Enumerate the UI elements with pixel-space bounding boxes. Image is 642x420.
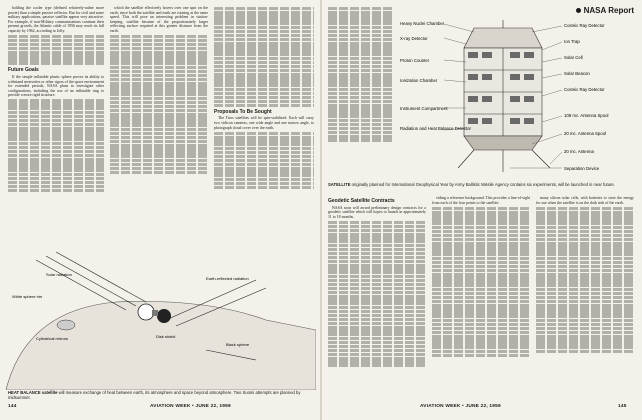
white-sphere (138, 304, 154, 320)
label-ion-trap: Ion Trap (564, 39, 580, 44)
label-earth-reflected: Earth-reflected radiation (206, 276, 249, 281)
label-xray-detector: X-ray Detector (400, 36, 428, 41)
label-solar-beacon: Solar Beacon (564, 71, 590, 76)
heading-geodetic: Geodetic Satellite Contracts (328, 198, 395, 204)
label-cylindrical-mirrors: Cylindrical mirrors (36, 336, 69, 341)
disk-shield (152, 310, 158, 316)
label-radiation-detector: Radiation and Heat Balance Detector (400, 126, 471, 131)
section-bullet-icon (576, 8, 581, 13)
label-solar-radiation: Solar radiation (46, 272, 72, 277)
left-col2-paragraph: which the satellite effectively hovers over one spot on the earth, since both the satellite and earth are rotating at the same speed. This will pose an interesting problem in station-keeping, satellite because of the proportionately larger reflecting surface required at this greater distance from the earth. (110, 6, 208, 33)
left-col1-paragraph: holding the cooler type (defined relatively-rather more power) than a simple passive reflector. But for civil and some military applications, passive satellite appear very attractive. For example, if non-Military communications continue their present growth, the Atlantic cable of 1956 may reach its full capacity by 1962, according to Jolly. (8, 6, 104, 33)
right-page-number: 145 (618, 404, 627, 409)
section-title: NASA Report (583, 6, 634, 15)
label-white-sphere-rim: White sphere rim (12, 294, 43, 299)
label-solar-cell: Solar Cell (564, 55, 583, 60)
right-caption (328, 182, 634, 187)
right-footer-issue: AVIATION WEEK • JUNE 22, 1959 (420, 404, 501, 409)
section-header (576, 6, 634, 15)
page-gutter (320, 0, 322, 420)
label-proton-counter: Proton Counter (400, 58, 430, 63)
label-20mc-spool: 20 mc. Antenna Spool (564, 131, 607, 136)
left-caption-title: HEAT BALANCE satellite (8, 390, 58, 395)
left-footer-issue: AVIATION WEEK • JUNE 22, 1959 (150, 404, 231, 409)
left-column-1 (8, 6, 104, 228)
left-col3-paragraph: The Tiros satellites will be spin-stabilized. Each will carry two vidicon cameras, one wide angle and one narrow angle, to photograph cloud cover over the earth. (214, 116, 314, 130)
right-column-top (328, 6, 394, 172)
cylindrical-mirror (57, 320, 75, 330)
label-ionization-chamber: Ionization Chamber (400, 78, 438, 83)
right-column-1 (328, 196, 426, 400)
heading-future-goals: Future Goals (8, 67, 39, 74)
left-caption (8, 390, 308, 400)
right-col1-paragraph: NASA soon will award preliminary design contracts for a geodetic satellite which will hopes to launch in approximately 11 to 18 months. (328, 205, 426, 219)
label-heavy-nuclei: Heavy Nuclei Chamber (400, 21, 445, 26)
left-caption-text: will measure exchange of heat between earth, its atmosphere and space beyond atmosphere. Two Suomi attempts are planned by midsummer. (8, 390, 301, 400)
right-col2-paragraph: viding a reference background. This provides a line-of-sight from each of the four points to the satellite. (432, 196, 530, 205)
label-108mc-spool: 108 mc. Antenna Spool (564, 113, 609, 118)
heat-balance-diagram (6, 250, 316, 390)
right-caption-text: originally planned for International Geophysical Year by Army Ballistic Missile Agency contains six experiments, will be launched in near future. (351, 182, 615, 187)
label-20mc-antenna: 20 mc. Antenna (564, 149, 594, 154)
left-column-2 (110, 6, 208, 246)
label-black-sphere: Black sphere (226, 342, 250, 347)
right-col3-paragraph: many silicon solar cells, with batteries to store the energy for use when the satellite is on the dark side of the earth. (536, 196, 634, 205)
right-column-2 (432, 196, 530, 400)
label-disk-shield: Disk shield (156, 334, 176, 339)
label-cosmic-ray-2: Cosmic Ray Detector (564, 87, 605, 92)
label-instrument-compartment: Instrument Compartment (400, 106, 448, 111)
label-separation-device: Separation Device (564, 166, 600, 171)
left-page-number: 144 (8, 404, 17, 409)
left-col1-paragraph-2: If the simple inflatable plastic sphere proves its ability to withstand meteorites or other rigors of the space environment for extended periods, NASA plans to investigate other configurations, including the use of an inflatable ring to provide a more rigid structure. (8, 74, 104, 98)
label-cosmic-ray-1: Cosmic Ray Detector (564, 23, 605, 28)
heading-proposals: Proposals To Be Sought (214, 108, 272, 115)
right-column-3 (536, 196, 634, 400)
black-sphere (157, 309, 171, 323)
satellite-diagram (400, 18, 636, 176)
satellite-body (464, 28, 542, 150)
right-caption-title: SATELLITE (328, 182, 351, 187)
left-column-3 (214, 6, 314, 258)
